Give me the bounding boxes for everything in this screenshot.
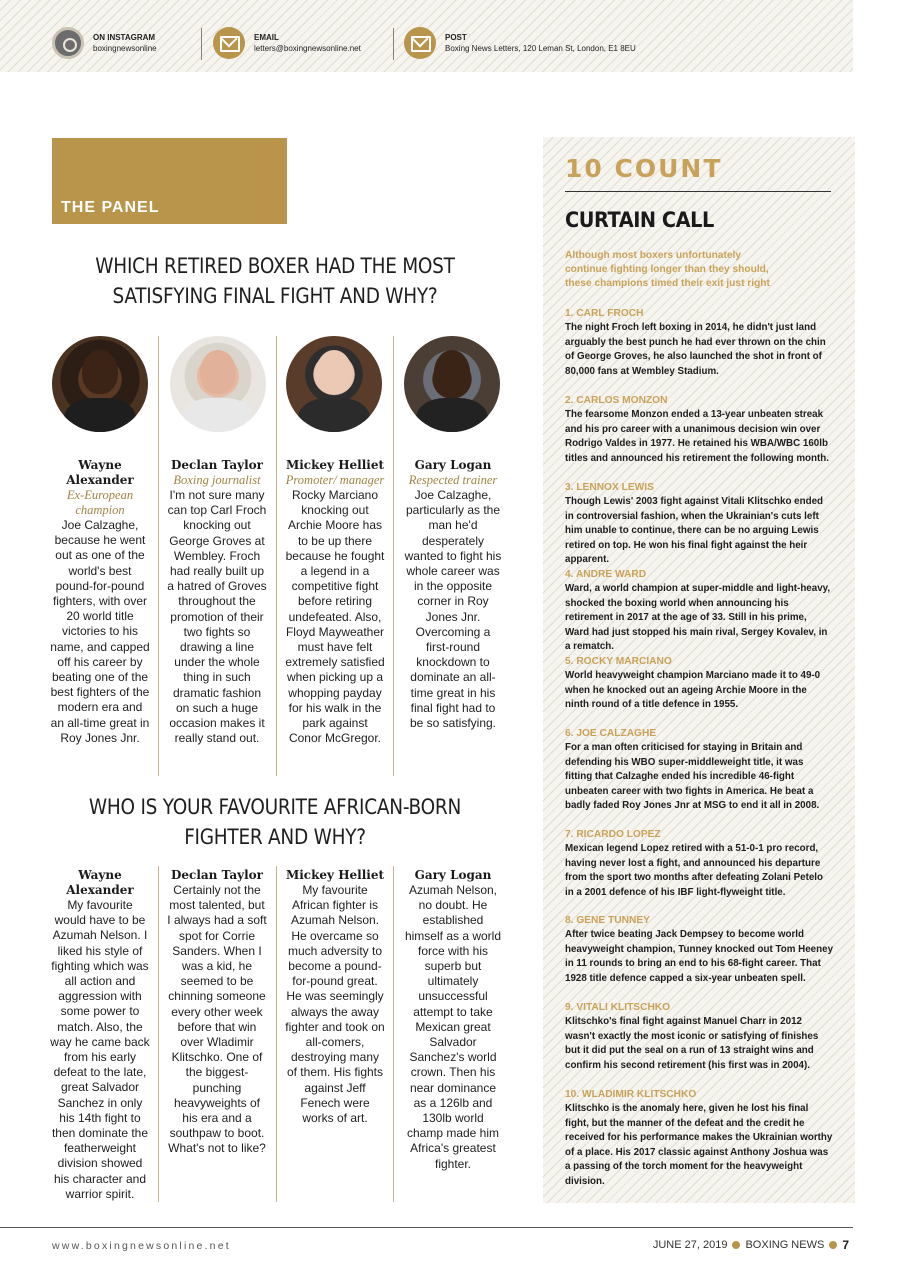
sidebar-kicker: 10 COUNT bbox=[565, 154, 723, 183]
ranking-heading: 10. WLADIMIR KLITSCHKO bbox=[565, 1089, 697, 1100]
bullet-dot-icon bbox=[829, 1241, 837, 1249]
ranking-item bbox=[565, 307, 833, 379]
ranking-item bbox=[565, 914, 833, 986]
panelist-name: Mickey Helliet bbox=[285, 458, 385, 472]
ranking-item bbox=[565, 568, 833, 655]
panelist-answer: My favourite would have to be Azumah Nelson. I liked his style of fighting which was all action and aggression with some power to match. Also, the way he came back from his early defeat to the late, great Salvador Sanchez in only his 14th fight to then dominate the featherweight division showed his character and warrior spirit. bbox=[50, 898, 150, 1201]
panelist-photo-gary-logan bbox=[404, 336, 500, 432]
instagram-label: ON INSTAGRAM bbox=[93, 33, 156, 42]
ranking-item bbox=[565, 727, 833, 814]
footer-url[interactable]: www.boxingnewsonline.net bbox=[52, 1240, 231, 1252]
ranking-text: World heavyweight champion Marciano made it to 49-0 when he knocked out an ageing Archie Moore in the ninth round of a title defence in 1955. bbox=[565, 670, 821, 711]
panelist-name: Wayne Alexander bbox=[66, 458, 134, 487]
panelist-answer: I'm not sure many can top Carl Froch knocking out George Groves at Wembley. Froch had really built up a hatred of Groves throughout the promotion of their two fights so drawing a line under the whole thing in such dramatic fashion on such a huge occasion makes it really stand out. bbox=[167, 488, 267, 746]
panelist-answer: Certainly not the most talented, but I always had a soft spot for Corrie Sanders. When I was a kid, he seemed to be chinning someone every other week before that win over Wladimir Klitschko. One of the biggest-punching heavyweights of his era and a southpaw to boot. What's not to like? bbox=[167, 883, 267, 1156]
panelist-answer: Joe Calzaghe, because he went out as one of the world's best pound-for-pound fighters, with over 20 world title victories to his name, and capped off his career by beating one of the best fighters of the modern era and an all-time great in Roy Jones Jnr. bbox=[50, 518, 150, 745]
ranking-item bbox=[565, 828, 833, 900]
question-2-heading: WHO IS YOUR FAVOURITE AFRICAN-BORN FIGHTER AND WHY? bbox=[88, 795, 462, 849]
ranking-heading: 3. LENNOX LEWIS bbox=[565, 482, 654, 493]
ranking-item bbox=[565, 1001, 833, 1073]
column-divider bbox=[158, 336, 159, 776]
issue-date: JUNE 27, 2019 bbox=[652, 1239, 728, 1251]
contact-bar bbox=[0, 0, 853, 72]
ranking-item bbox=[565, 655, 833, 713]
ranking-heading: 5. ROCKY MARCIANO bbox=[565, 656, 672, 667]
panelist-name: Wayne Alexander bbox=[66, 868, 134, 897]
column-divider bbox=[276, 866, 277, 1202]
sidebar-title: CURTAIN CALL bbox=[565, 208, 714, 232]
ranking-item bbox=[565, 394, 833, 466]
ranking-heading: 2. CARLOS MONZON bbox=[565, 395, 668, 406]
contact-instagram[interactable] bbox=[52, 27, 157, 59]
q1-answer-declan-taylor bbox=[167, 458, 267, 746]
q2-answer-mickey-helliet bbox=[285, 868, 385, 1126]
panelist-name: Declan Taylor bbox=[171, 458, 263, 472]
ranking-item bbox=[565, 1088, 833, 1190]
post-address: Boxing News Letters, 120 Leman St, London, E1 8EU bbox=[445, 44, 636, 53]
footer-rule bbox=[0, 1227, 853, 1228]
instagram-handle[interactable]: boxingnewsonline bbox=[93, 44, 157, 53]
q1-answer-mickey-helliet bbox=[285, 458, 385, 746]
sidebar-rule bbox=[565, 191, 831, 192]
panel-banner-label: THE PANEL bbox=[61, 199, 160, 216]
ranking-text: The fearsome Monzon ended a 13-year unbeaten streak and his pro career with a unanimous decision win over Rodrigo Valdes in 1977. He retained his WBA/WBC 160lb titles and announced his retirement the following month. bbox=[565, 409, 829, 464]
panelist-photo-declan-taylor bbox=[170, 336, 266, 432]
column-divider bbox=[276, 336, 277, 776]
email-label: EMAIL bbox=[254, 33, 279, 42]
panelist-answer: My favourite African fighter is Azumah Nelson. He overcame so much adversity to become a pound-for-pound great. He was seemingly always the away fighter and took on all-comers, destroying many of them. His fights against Jeff Fenech were works of art. bbox=[285, 883, 385, 1126]
column-divider bbox=[393, 336, 394, 776]
column-divider bbox=[158, 866, 159, 1202]
ranking-text: Ward, a world champion at super-middle and light-heavy, shocked the boxing world when announcing his retirement in 2017 at the age of 33. Still in his prime, Ward had just stopped his main rival, Sergey Kovalev, in a rematch. bbox=[565, 583, 831, 653]
page-number: 7 bbox=[842, 1238, 849, 1252]
panelist-name: Declan Taylor bbox=[171, 868, 263, 882]
contact-divider bbox=[201, 28, 202, 60]
instagram-icon bbox=[52, 27, 84, 59]
contact-post bbox=[404, 27, 636, 59]
panelist-role: Ex-European champion bbox=[66, 488, 134, 517]
panelist-role: Promoter/ manager bbox=[285, 473, 385, 487]
panelist-role: Boxing journalist bbox=[173, 473, 261, 487]
email-icon bbox=[213, 27, 245, 59]
panelist-name: Gary Logan bbox=[414, 458, 492, 472]
ranking-text: Though Lewis' 2003 fight against Vitali Klitschko ended in controversial fashion, when the Ukrainian's cuts left him unable to continue, there can be no arguing Lewis retired on top. He won his final fight against the heir apparent. bbox=[565, 496, 824, 566]
q1-answer-gary-logan bbox=[403, 458, 503, 731]
ranking-item bbox=[565, 481, 833, 568]
panelist-answer: Joe Calzaghe, particularly as the man he'd desperately wanted to fight his whole career was in the opposite corner in Roy Jones Jnr. Overcoming a first-round knockdown to dominate an all-time great in his final fight had to be so satisfying. bbox=[404, 488, 502, 731]
ranking-text: Mexican legend Lopez retired with a 51-0-1 pro record, having never lost a fight, and announced his departure from the sport two months after defeating Zolani Petelo in a 2001 defence of his IBF light-flyweight title. bbox=[565, 843, 824, 898]
post-label: POST bbox=[445, 33, 467, 42]
footer-folio bbox=[653, 1238, 849, 1252]
q1-answer-wayne-alexander bbox=[50, 458, 150, 746]
q2-answer-declan-taylor bbox=[167, 868, 267, 1157]
ranking-heading: 6. JOE CALZAGHE bbox=[565, 728, 657, 739]
ranking-text: For a man often criticised for staying in Britain and defending his WBO super-middleweight title, it was fitting that Calzaghe ended his incredible 46-fight unbeaten career with two fights in America. He beat a badly faded Roy Jones Jnr at MSG to end it all in 2008. bbox=[565, 742, 820, 812]
ranking-text: Klitschko's final fight against Manuel Charr in 2012 wasn't exactly the most iconic or satisfying of finishes but it did put the seal on a run of 13 straight wins and confirm his second retirement (his first was in 2004). bbox=[565, 1016, 819, 1071]
panelist-answer: Azumah Nelson, no doubt. He established himself as a world force with his superb but ultimately unsuccessful attempt to take Mexican great Salvador Sanchez's world crown. Then his near dominance as a 126lb and 130lb world champ made him Africa's greatest fighter. bbox=[404, 883, 502, 1171]
sidebar-intro: Although most boxers unfortunately continue fighting longer than they should, these champions timed their exit just right bbox=[565, 250, 770, 289]
panel-banner bbox=[52, 138, 287, 224]
ranking-heading: 7. RICARDO LOPEZ bbox=[565, 829, 661, 840]
ten-count-sidebar bbox=[543, 137, 855, 1203]
email-address[interactable]: letters@boxingnewsonline.net bbox=[254, 44, 361, 53]
ranking-heading: 4. ANDRE WARD bbox=[565, 569, 647, 580]
panelist-photo-mickey-helliet bbox=[286, 336, 382, 432]
panelist-name: Mickey Helliet bbox=[285, 868, 385, 882]
question-1-heading: WHICH RETIRED BOXER HAD THE MOST SATISFYING FINAL FIGHT AND WHY? bbox=[95, 254, 455, 308]
panelist-answer: Rocky Marciano knocking out Archie Moore has to be up there because he fought a legend in a competitive fight before retiring undefeated. Also, Floyd Mayweather must have felt extremely satisfied when picking up a whopping payday for his walk in the park against Conor McGregor. bbox=[285, 488, 385, 746]
contact-email[interactable] bbox=[213, 27, 361, 59]
bullet-dot-icon bbox=[732, 1241, 740, 1249]
post-envelope-icon bbox=[404, 27, 436, 59]
ranking-heading: 8. GENE TUNNEY bbox=[565, 915, 650, 926]
publication-name: BOXING NEWS bbox=[745, 1239, 825, 1251]
column-divider bbox=[393, 866, 394, 1202]
q2-answer-gary-logan bbox=[403, 868, 503, 1172]
ranking-text: Klitschko is the anomaly here, given he lost his final fight, but the manner of the defeat and the credit he received for his performance makes the Ukrainian worthy of a place. His 2017 classic against Anthony Joshua was a passing of the torch moment for the heavyweight division. bbox=[565, 1103, 833, 1187]
ranking-text: The night Froch left boxing in 2014, he didn't just land arguably the best punch he had ever thrown on the chin of George Groves, he also launched the shot in front of 80,000 fans at Wembley Stadium. bbox=[565, 322, 826, 377]
contact-divider bbox=[393, 28, 394, 60]
panelist-name: Gary Logan bbox=[414, 868, 492, 882]
ranking-heading: 9. VITALI KLITSCHKO bbox=[565, 1002, 671, 1013]
ranking-heading: 1. CARL FROCH bbox=[565, 308, 644, 319]
q2-answer-wayne-alexander bbox=[50, 868, 150, 1202]
panelist-photo-wayne-alexander bbox=[52, 336, 148, 432]
panelist-role: Respected trainer bbox=[408, 473, 498, 487]
ranking-text: After twice beating Jack Dempsey to become world heavyweight champion, Tunney knocked out Tom Heeney in 11 rounds to bring an end to his 68-fight career. That 1928 title defence capped a six-year unbeaten spell. bbox=[565, 929, 834, 984]
